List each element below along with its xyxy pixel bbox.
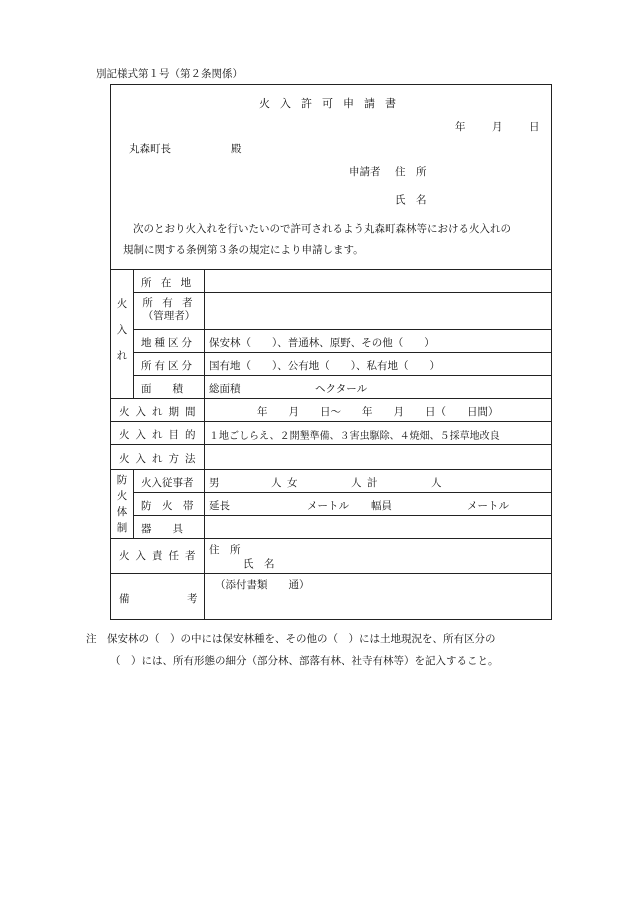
responsible-name: 氏 名 xyxy=(243,558,275,570)
remarks-label-right: 考 xyxy=(187,593,198,605)
workers-unit-male: 人 xyxy=(271,477,282,489)
owner-label: 所 有 者 （管理者） xyxy=(142,297,196,322)
area-label: 面 積 xyxy=(141,383,183,395)
firebreak-width: 幅員 xyxy=(371,500,392,512)
purpose-label: 火入れ目的 xyxy=(119,429,202,441)
footnote-line2: （ ）には、所有形態の細分（部分林、部落有林、社寺有林等）を記入すること。 xyxy=(110,655,499,667)
honorific: 殿 xyxy=(231,143,242,155)
group-prevention-label: 防 火 体 制 xyxy=(116,474,128,534)
workers-total: 計 xyxy=(367,477,378,489)
applicant-label: 申請者 xyxy=(349,166,381,178)
firebreak-length-unit: メートル xyxy=(307,500,349,512)
remarks-value[interactable]: （添付書類 通） xyxy=(215,579,310,591)
purpose-value[interactable]: １地ごしらえ、２開墾準備、３害虫駆除、４焼畑、５採草地改良 xyxy=(209,431,500,442)
form-title: 火入許可申請書 xyxy=(259,97,406,110)
applicant-name-label: 氏 名 xyxy=(395,194,427,206)
remarks-label-left: 備 xyxy=(119,593,130,605)
ownership-label: 所有区分 xyxy=(141,360,195,372)
responsible-address: 住 所 xyxy=(209,544,241,556)
applicant-address-label: 住 所 xyxy=(395,166,427,178)
workers-label: 火入従事者 xyxy=(141,477,194,489)
footnote-line1: 注 保安林の（ ）の中には保安林種を、その他の（ ）には土地現況を、所有区分の xyxy=(86,633,496,645)
form-header: 別記様式第１号（第２条関係） xyxy=(96,68,243,80)
firebreak-label: 防 火 帯 xyxy=(141,500,194,512)
location-label: 所 在 地 xyxy=(141,277,195,289)
land-category-value[interactable]: 保安林（ ）、普通林、原野、その他（ ） xyxy=(209,337,435,349)
period-value[interactable]: 年 月 日〜 年 月 日（ 日間） xyxy=(257,406,499,418)
date-month-label: 月 xyxy=(492,121,503,133)
addressee: 丸森町長 xyxy=(129,143,171,155)
land-category-label: 地種区分 xyxy=(141,337,195,349)
responsible-label: 火入責任者 xyxy=(119,550,202,562)
workers-female: 女 xyxy=(287,477,298,489)
date-year-label: 年 xyxy=(455,121,466,133)
application-form xyxy=(110,84,552,620)
workers-male: 男 xyxy=(209,477,220,489)
group-fire-label: 火 入 れ xyxy=(116,298,128,362)
workers-unit-female: 人 xyxy=(351,477,362,489)
firebreak-width-unit: メートル xyxy=(467,500,509,512)
equipment-label: 器 具 xyxy=(141,523,183,535)
request-text xyxy=(123,219,543,261)
firebreak-length: 延長 xyxy=(209,500,230,512)
date-day-label: 日 xyxy=(529,121,540,133)
area-unit: ヘクタール xyxy=(315,383,368,395)
method-label: 火入れ方法 xyxy=(119,453,202,465)
footnote xyxy=(86,628,556,672)
area-value-prefix: 総面積 xyxy=(209,383,241,395)
ownership-value[interactable]: 国有地（ ）、公有地（ ）、私有地（ ） xyxy=(209,360,440,372)
period-label: 火入れ期間 xyxy=(119,406,202,418)
request-text-line1: 次のとおり火入れを行いたいので許可されるよう丸森町森林等における火入れの xyxy=(133,223,511,235)
request-text-line2: 規制に関する条例第３条の規定により申請します。 xyxy=(123,244,364,256)
workers-unit-total: 人 xyxy=(431,477,442,489)
